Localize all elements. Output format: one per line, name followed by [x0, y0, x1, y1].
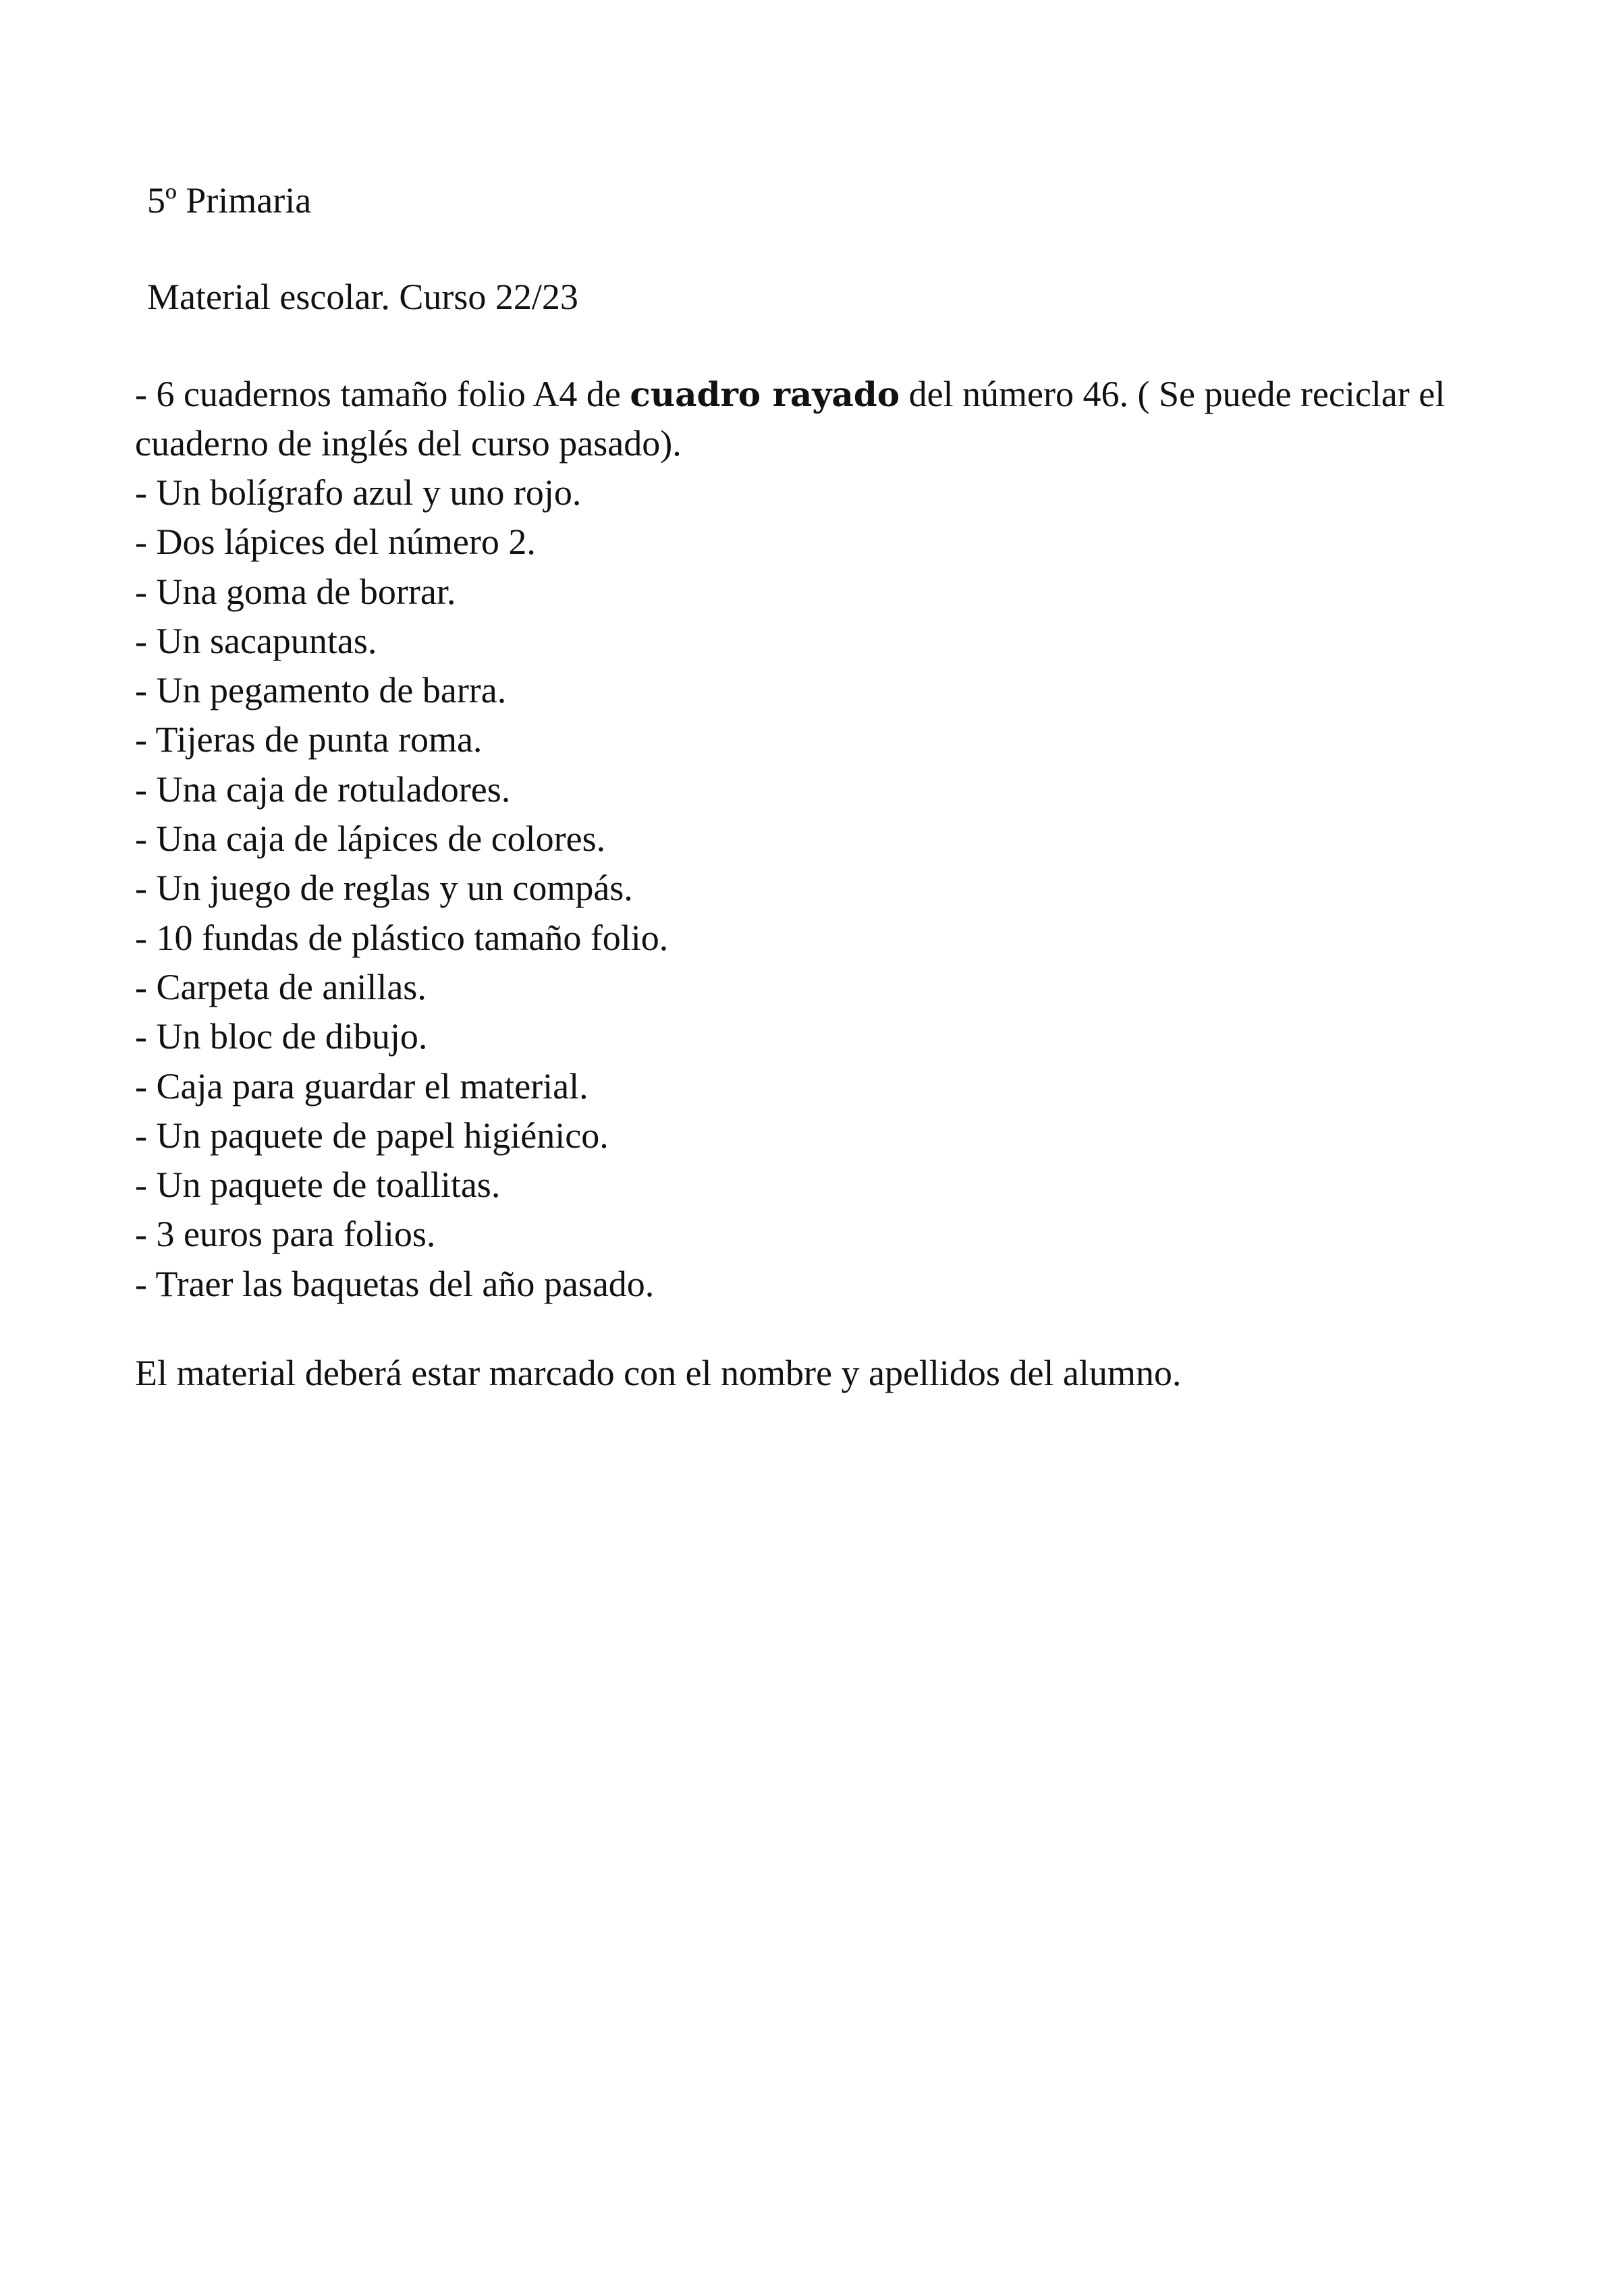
list-item: - Tijeras de punta roma.	[135, 719, 483, 760]
notebook-item-text-end: del número 46. ( Se puede reciclar el cuaderno de inglés del curso pasado).	[135, 374, 1446, 464]
notebook-item	[135, 370, 1451, 468]
notebook-item-bold: cuadro rayado	[630, 374, 900, 414]
list-item: - Una caja de lápices de colores.	[135, 818, 606, 860]
list-item: - Un paquete de papel higiénico.	[135, 1115, 609, 1156]
footer-note: El material deberá estar marcado con el nombre y apellidos del alumno.	[135, 1353, 1182, 1393]
list-item: - Traer las baquetas del año pasado.	[135, 1263, 655, 1304]
list-title: Material escolar. Curso 22/23	[147, 277, 578, 317]
list-item: - Un juego de reglas y un compás.	[135, 868, 633, 909]
list-item: - Carpeta de anillas.	[135, 966, 427, 1007]
list-item: - Un bolígrafo azul y uno rojo.	[135, 472, 582, 513]
list-item: - Caja para guardar el material.	[135, 1065, 588, 1107]
list-item: - Dos lápices del número 2.	[135, 522, 536, 563]
list-item: - Un pegamento de barra.	[135, 670, 507, 711]
list-item: - Una caja de rotuladores.	[135, 768, 511, 810]
materials-list	[135, 468, 668, 1309]
notebook-item-text: - 6 cuadernos tamaño folio A4 de	[135, 374, 630, 414]
list-item: - 3 euros para folios.	[135, 1214, 436, 1255]
list-item: - Un sacapuntas.	[135, 620, 377, 661]
grade-heading: 5º Primaria	[147, 180, 312, 221]
list-item: - Un bloc de dibujo.	[135, 1016, 428, 1057]
list-item: - Un paquete de toallitas.	[135, 1165, 501, 1206]
list-item: - Una goma de borrar.	[135, 571, 456, 612]
list-item: - 10 fundas de plástico tamaño folio.	[135, 917, 669, 958]
